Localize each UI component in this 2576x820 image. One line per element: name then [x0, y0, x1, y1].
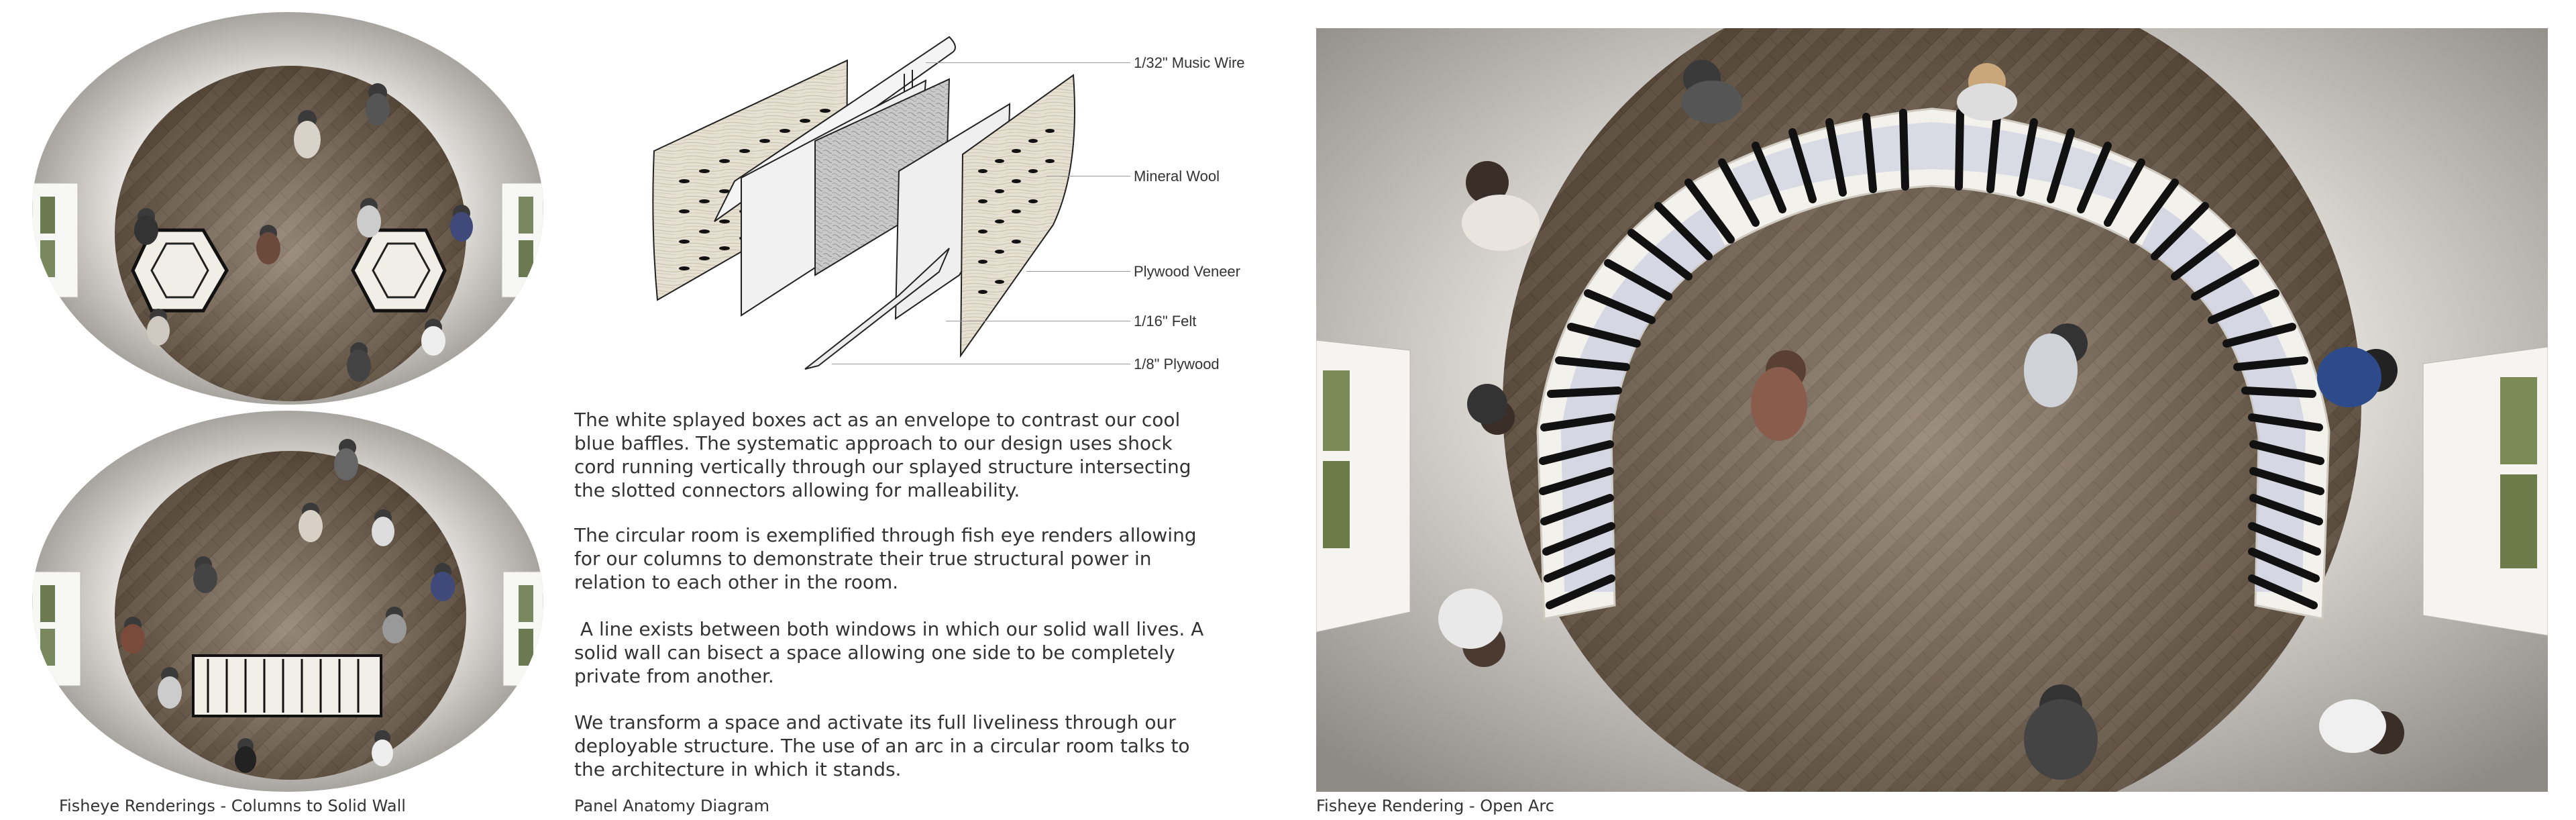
- label-felt: 1/16" Felt: [1134, 313, 1197, 329]
- paragraph-circular-room: The circular room is exemplified through fish eye renders allowing for our columns to demonstrate their true structural power in relation to each other in the room.: [574, 524, 1197, 593]
- solid-wall-structure: [193, 656, 381, 716]
- fisheye-render-solid-wall: [32, 411, 543, 792]
- paragraph-deployable: We transform a space and activate its full liveliness through our deployable structure. The use of an arc in a circular room talks to the architecture in which it stands.: [574, 711, 1190, 780]
- fisheye-render-columns: [32, 12, 543, 405]
- label-plywood-veneer: Plywood Veneer: [1134, 263, 1240, 280]
- open-arc-scene: [1316, 28, 2548, 792]
- window-icon: [502, 183, 543, 297]
- window-icon: [32, 183, 78, 297]
- paragraph-solid-wall: A line exists between both windows in which our solid wall lives. A solid wall can bisect a space allowing one side to be completely private from another.: [574, 618, 1210, 687]
- panel-anatomy-diagram: [644, 27, 1127, 376]
- label-music-wire: 1/32" Music Wire: [1134, 54, 1245, 71]
- caption-middle: Panel Anatomy Diagram: [574, 797, 770, 815]
- label-mineral-wool: Mineral Wool: [1134, 168, 1220, 185]
- window-icon: [2423, 347, 2548, 635]
- fisheye-scene-columns: [32, 12, 543, 405]
- leader-line: [1026, 271, 1130, 272]
- window-icon: [1316, 340, 1410, 632]
- leader-line: [926, 62, 1130, 63]
- caption-left: Fisheye Renderings - Columns to Solid Wall: [59, 797, 406, 815]
- plywood-panel-right: [961, 75, 1075, 356]
- window-icon: [503, 572, 543, 686]
- caption-right: Fisheye Rendering - Open Arc: [1316, 797, 1554, 815]
- fisheye-scene-solid-wall: [32, 411, 543, 792]
- label-plywood: 1/8" Plywood: [1134, 356, 1220, 372]
- window-icon: [32, 572, 80, 686]
- fisheye-render-open-arc: [1316, 28, 2548, 792]
- paragraph-envelope: The white splayed boxes act as an envelope to contrast our cool blue baffles. The systematic approach to our design uses shock cord running vertically through our splayed structure intersecting the slotted connectors allowing for malleability.: [574, 409, 1191, 501]
